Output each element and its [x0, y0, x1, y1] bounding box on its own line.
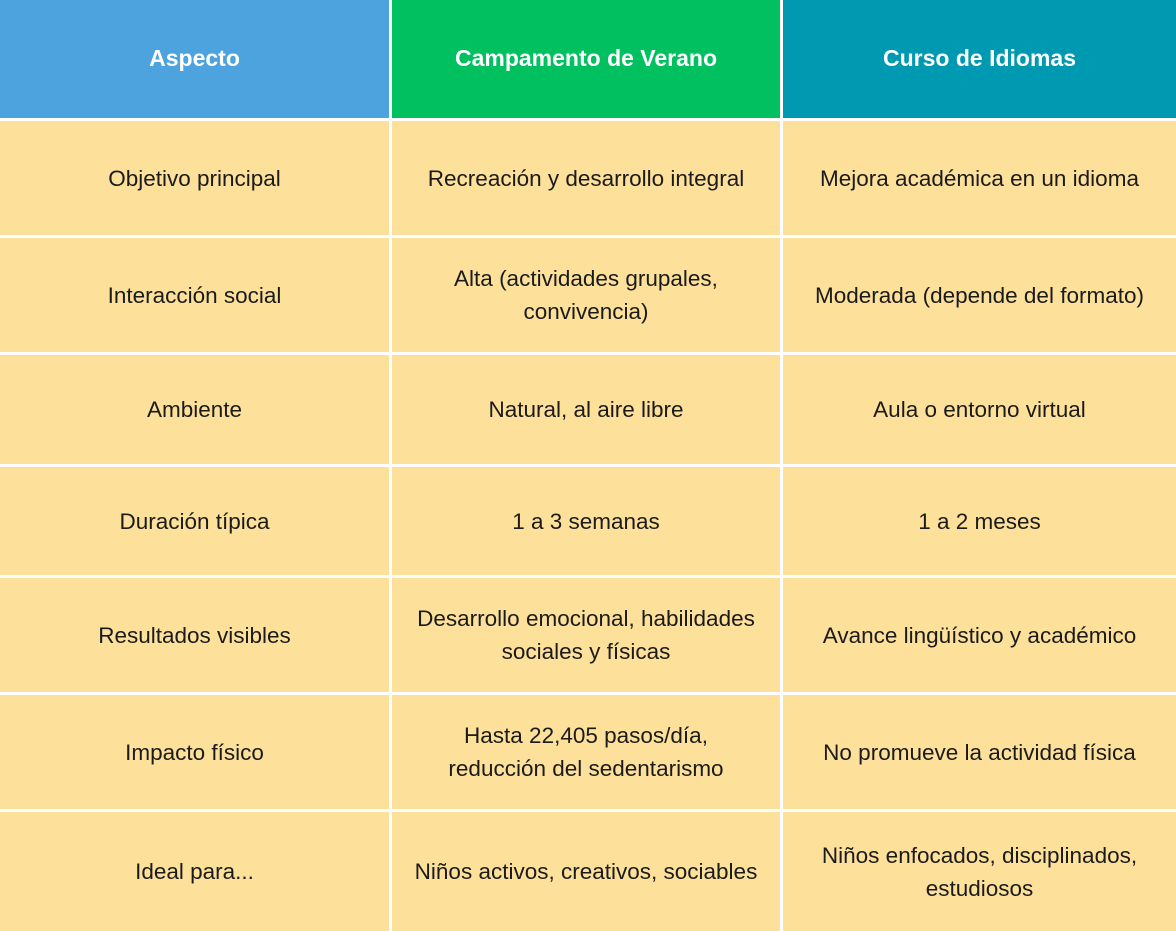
row-campamento-value: Recreación y desarrollo integral	[392, 121, 783, 238]
header-curso-de-idiomas: Curso de Idiomas	[783, 0, 1176, 121]
row-campamento-value: Alta (actividades grupales, convivencia)	[392, 238, 783, 355]
row-aspect-label: Interacción social	[0, 238, 392, 355]
header-aspecto: Aspecto	[0, 0, 392, 121]
row-campamento-value: 1 a 3 semanas	[392, 467, 783, 578]
row-campamento-value: Niños activos, creativos, sociables	[392, 812, 783, 931]
row-curso-value: Niños enfocados, disciplinados, estudiosos	[783, 812, 1176, 931]
row-aspect-label: Impacto físico	[0, 695, 392, 812]
row-campamento-value: Hasta 22,405 pasos/día, reducción del sedentarismo	[392, 695, 783, 812]
row-aspect-label: Duración típica	[0, 467, 392, 578]
row-aspect-label: Ambiente	[0, 355, 392, 467]
row-curso-value: Avance lingüístico y académico	[783, 578, 1176, 695]
row-aspect-label: Resultados visibles	[0, 578, 392, 695]
row-curso-value: Moderada (depende del formato)	[783, 238, 1176, 355]
row-curso-value: Mejora académica en un idioma	[783, 121, 1176, 238]
row-curso-value: 1 a 2 meses	[783, 467, 1176, 578]
row-aspect-label: Ideal para...	[0, 812, 392, 931]
row-curso-value: Aula o entorno virtual	[783, 355, 1176, 467]
header-campamento-de-verano: Campamento de Verano	[392, 0, 783, 121]
row-aspect-label: Objetivo principal	[0, 121, 392, 238]
row-curso-value: No promueve la actividad física	[783, 695, 1176, 812]
row-campamento-value: Natural, al aire libre	[392, 355, 783, 467]
row-campamento-value: Desarrollo emocional, habilidades sociales y físicas	[392, 578, 783, 695]
